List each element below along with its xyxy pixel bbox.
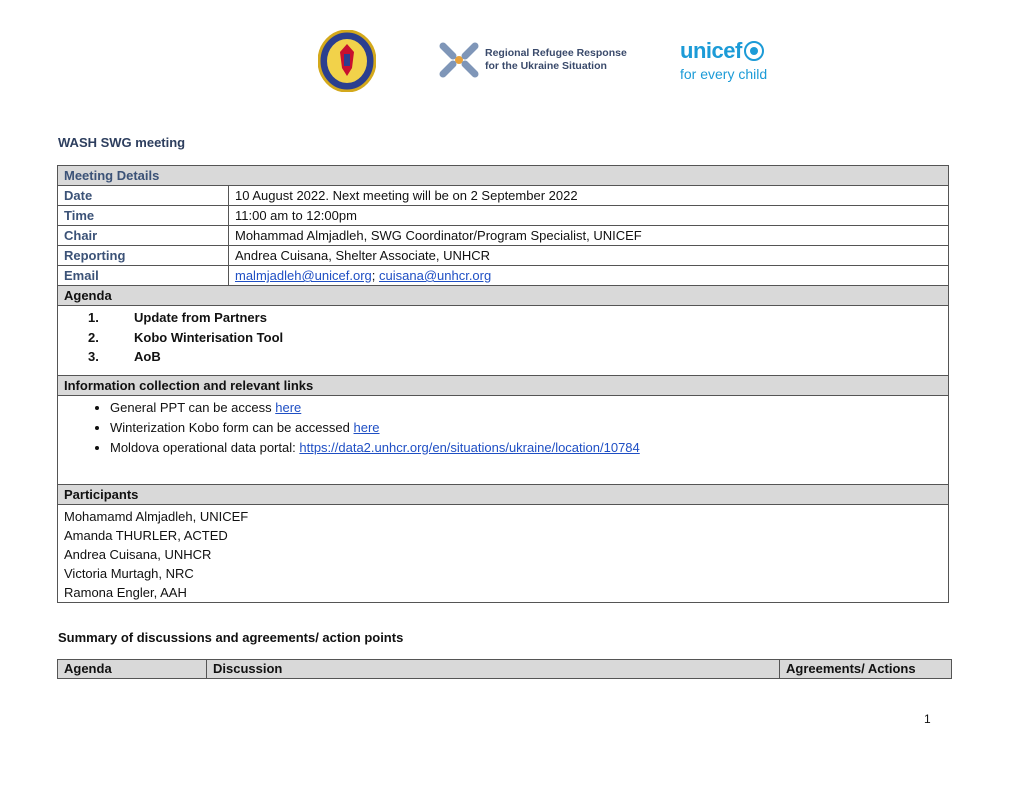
agenda-item-number: 2. bbox=[88, 329, 99, 345]
unicef-emblem-icon bbox=[744, 41, 764, 61]
summary-col-actions: Agreements/ Actions bbox=[780, 660, 952, 679]
email-link-unicef[interactable]: malmjadleh@unicef.org bbox=[235, 268, 372, 283]
info-item-portal bbox=[110, 438, 948, 458]
summary-title: Summary of discussions and agreements/ action points bbox=[58, 630, 404, 645]
info-item-ppt bbox=[110, 398, 948, 418]
agenda-header-row bbox=[58, 286, 949, 306]
rrr-line-2: for the Ukraine Situation bbox=[485, 60, 607, 72]
reporting-value: Andrea Cuisana, Shelter Associate, UNHCR bbox=[229, 246, 949, 266]
date-label: Date bbox=[58, 186, 229, 206]
info-item-text: Winterization Kobo form can be accessed bbox=[110, 419, 354, 435]
meeting-details-header-row bbox=[58, 166, 949, 186]
rrr-cross-icon bbox=[439, 40, 479, 80]
summary-table bbox=[57, 659, 952, 679]
chair-row bbox=[58, 226, 949, 246]
info-header-row bbox=[58, 375, 949, 395]
summary-header-row bbox=[58, 660, 952, 679]
kobo-here-link[interactable]: here bbox=[353, 419, 380, 435]
chair-value: Mohammad Almjadleh, SWG Coordinator/Program Specialist, UNICEF bbox=[229, 226, 949, 246]
participant: Mohamamd Almjadleh, UNICEF bbox=[64, 508, 249, 524]
meeting-details-table bbox=[57, 165, 949, 603]
agenda-item-text: Update from Partners bbox=[134, 310, 267, 325]
unicef-logo bbox=[680, 38, 767, 82]
agenda-list bbox=[58, 306, 948, 375]
agenda-item bbox=[88, 347, 948, 367]
chair-label: Chair bbox=[58, 226, 229, 246]
email-separator: ; bbox=[371, 268, 376, 283]
agenda-item bbox=[88, 308, 948, 328]
agenda-body-row bbox=[58, 306, 949, 376]
participant: Ramona Engler, AAH bbox=[64, 584, 187, 600]
date-row bbox=[58, 186, 949, 206]
time-value: 11:00 am to 12:00pm bbox=[229, 206, 949, 226]
reporting-row bbox=[58, 246, 949, 266]
agenda-item-number: 3. bbox=[88, 349, 99, 364]
email-value bbox=[229, 266, 949, 286]
time-row bbox=[58, 206, 949, 226]
participants-body-row bbox=[58, 504, 949, 602]
info-item-kobo bbox=[110, 418, 948, 438]
rrr-line-1: Regional Refugee Response bbox=[485, 47, 627, 59]
reporting-label: Reporting bbox=[58, 246, 229, 266]
participant: Victoria Murtagh, NRC bbox=[64, 565, 194, 581]
page-number: 1 bbox=[924, 712, 931, 726]
agenda-header: Agenda bbox=[58, 286, 949, 306]
email-label: Email bbox=[58, 266, 229, 286]
participant: Amanda THURLER, ACTED bbox=[64, 527, 228, 543]
participant: Andrea Cuisana, UNHCR bbox=[64, 546, 212, 562]
agenda-item-number: 1. bbox=[88, 310, 99, 325]
participants-header-row bbox=[58, 484, 949, 504]
agenda-item bbox=[88, 328, 948, 348]
document-title: WASH SWG meeting bbox=[58, 135, 186, 150]
participants-list bbox=[58, 504, 949, 602]
unicef-wordmark: unicef bbox=[680, 38, 742, 63]
info-item-text: General PPT can be access bbox=[110, 399, 276, 415]
participants-header: Participants bbox=[58, 484, 949, 504]
unicef-tagline: for every child bbox=[680, 66, 768, 82]
moldova-seal-logo bbox=[318, 30, 376, 92]
data-portal-link[interactable]: https://data2.unhcr.org/en/situations/ukraine/location/10784 bbox=[299, 439, 640, 455]
info-body-row bbox=[58, 395, 949, 484]
agenda-item-text: Kobo Winterisation Tool bbox=[134, 329, 284, 345]
meeting-details-header: Meeting Details bbox=[58, 166, 949, 186]
info-list bbox=[58, 396, 948, 484]
summary-col-agenda: Agenda bbox=[58, 660, 207, 679]
email-row bbox=[58, 266, 949, 286]
summary-col-discussion: Discussion bbox=[207, 660, 780, 679]
date-value: 10 August 2022. Next meeting will be on 2 September 2022 bbox=[229, 186, 949, 206]
email-link-unhcr[interactable]: cuisana@unhcr.org bbox=[379, 268, 492, 283]
info-item-text: Moldova operational data portal: bbox=[110, 439, 300, 455]
regional-refugee-response-logo bbox=[439, 40, 627, 80]
ppt-here-link[interactable]: here bbox=[275, 399, 302, 415]
time-label: Time bbox=[58, 206, 229, 226]
agenda-item-text: AoB bbox=[134, 349, 161, 364]
info-header: Information collection and relevant links bbox=[58, 375, 949, 395]
